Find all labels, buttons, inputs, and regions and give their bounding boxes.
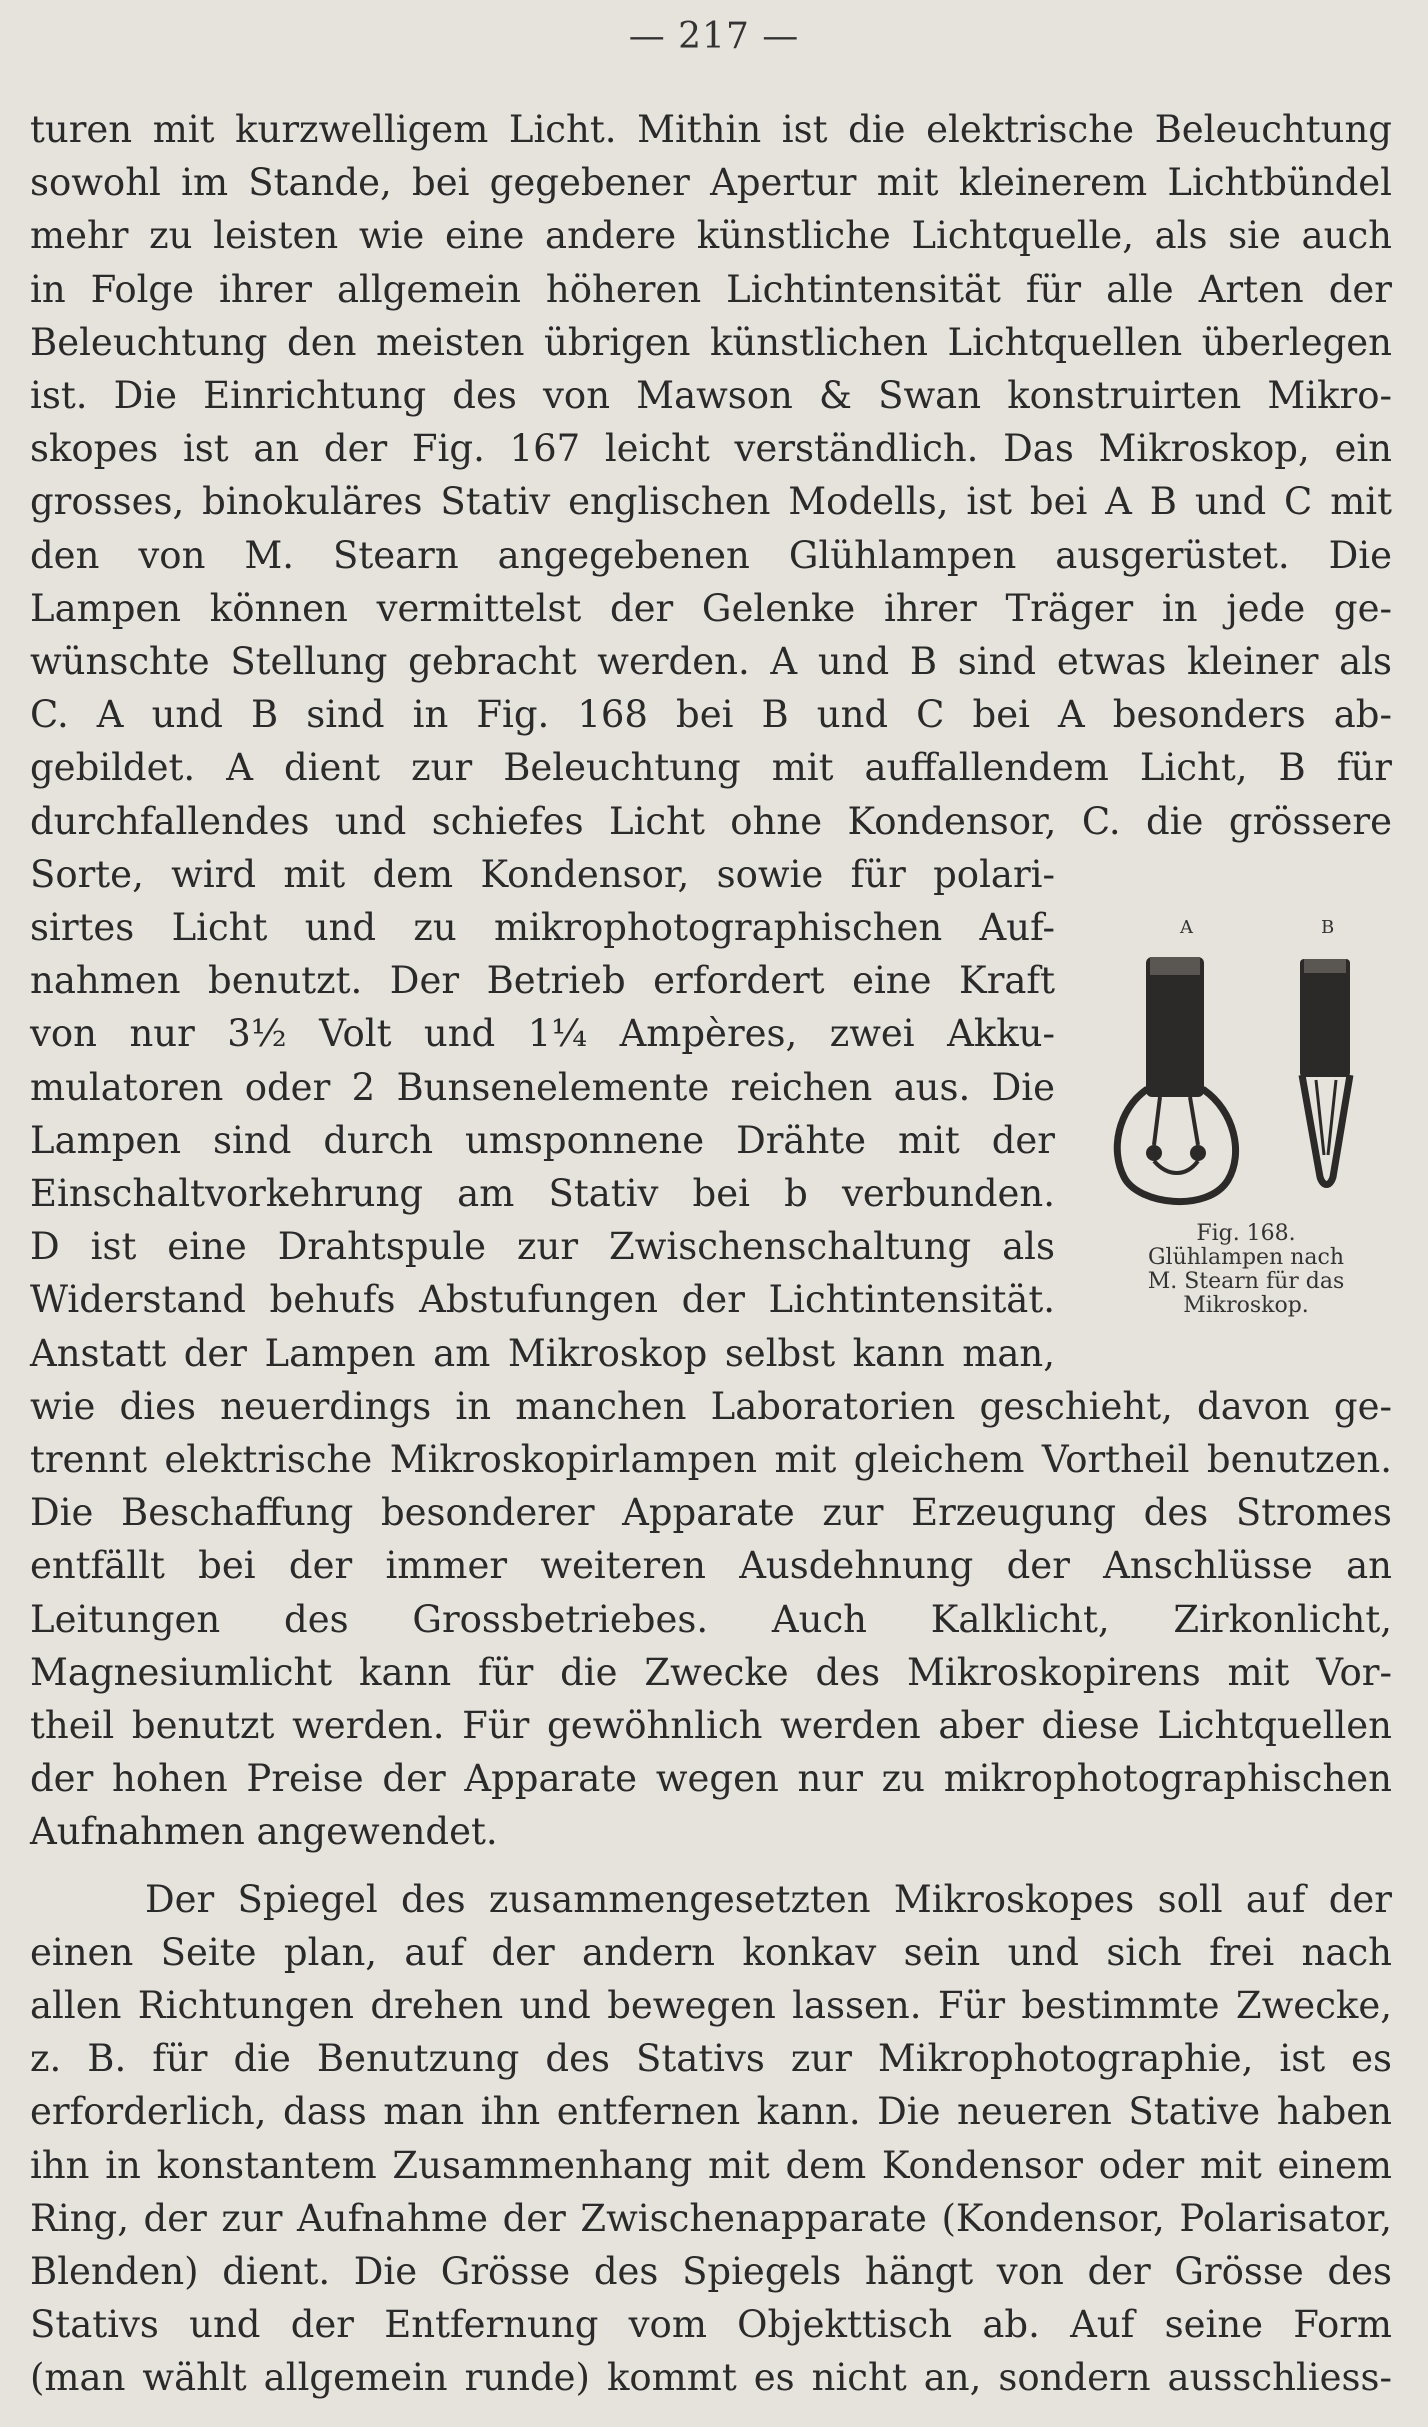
figure-label-b: B (1321, 917, 1335, 938)
lamp-a-drawing (1117, 957, 1235, 1202)
lamp-b-drawing (1300, 959, 1350, 1185)
caption-line: M. Stearn für das (1147, 1269, 1345, 1294)
text-line: ist. Die Einrichtung des von Mawson & Swan konstruirten Mikro- (30, 374, 1392, 417)
text-line: in Folge ihrer allgemein höheren Lichtintensität für alle Arten der (30, 267, 1392, 311)
text-line: durchfallendes und schiefes Licht ohne Kondensor, C. die grössere (30, 799, 1392, 843)
text-line: trennt elektrische Mikroskopirlampen mit gleichem Vortheil benutzen. (30, 1438, 1392, 1481)
text-line: theil benutzt werden. Für gewöhnlich werden aber diese Lichtquellen (30, 1704, 1392, 1747)
caption-line: Fig. 168. (1196, 1221, 1296, 1246)
text-line: den von M. Stearn angegebenen Glühlampen ausgerüstet. Die (30, 533, 1392, 577)
text-line: der hohen Preise der Apparate wegen nur zu mikrophotographischen (30, 1757, 1392, 1801)
text-line: Widerstand behufs Abstufungen der Lichtintensität. (30, 1278, 1055, 1322)
text-line: einen Seite plan, auf der andern konkav sein und sich frei nach (30, 1930, 1392, 1974)
page-number: — 217 — (628, 16, 800, 57)
text-line: wünschte Stellung gebracht werden. A und B sind etwas kleiner als (30, 640, 1392, 683)
text-line: z. B. für die Benutzung des Stativs zur Mikrophotographie, ist es (30, 2037, 1392, 2081)
text-line: Anstatt der Lampen am Mikroskop selbst kann man, (30, 1331, 1055, 1375)
text-line: Ring, der zur Aufnahme der Zwischenapparate (Kondensor, Polarisator, (30, 2196, 1392, 2240)
text-line: Lampen sind durch umsponnene Drähte mit der (30, 1118, 1055, 1162)
text-line: gebildet. A dient zur Beleuchtung mit auffallendem Licht, B für (30, 746, 1392, 790)
text-line: ihn in konstantem Zusammenhang mit dem Kondensor oder mit einem (30, 2143, 1392, 2187)
text-line: allen Richtungen drehen und bewegen lassen. Für bestimmte Zwecke, (30, 1984, 1392, 2027)
text-line: skopes ist an der Fig. 167 leicht verständlich. Das Mikroskop, ein (30, 427, 1392, 471)
text-line: entfällt bei der immer weiteren Ausdehnung der Anschlüsse an (30, 1544, 1392, 1588)
text-line: Einschaltvorkehrung am Stativ bei b verbunden. (30, 1172, 1055, 1215)
caption-line: Glühlampen nach (1147, 1245, 1344, 1270)
text-line: Stativs und der Entfernung vom Objekttisch ab. Auf seine Form (30, 2303, 1392, 2347)
text-line: mehr zu leisten wie eine andere künstliche Lichtquelle, als sie auch (30, 214, 1392, 258)
text-line: sowohl im Stande, bei gegebener Apertur mit kleinerem Lichtbündel (30, 161, 1392, 205)
text-line: Leitungen des Grossbetriebes. Auch Kalklicht, Zirkonlicht, (30, 1597, 1392, 1641)
text-line: wie dies neuerdings in manchen Laboratorien geschieht, davon ge- (30, 1384, 1392, 1428)
text-line: C. A und B sind in Fig. 168 bei B und C bei A besonders ab- (30, 693, 1392, 737)
text-line: Blenden) dient. Die Grösse des Spiegels hängt von der Grösse des (30, 2250, 1392, 2293)
text-line: Der Spiegel des zusammengesetzten Mikroskopes soll auf der (145, 1877, 1392, 1921)
text-line: Magnesiumlicht kann für die Zwecke des Mikroskopirens mit Vor- (30, 1650, 1392, 1694)
text-line: von nur 3½ Volt und 1¼ Ampères, zwei Akku- (30, 1012, 1055, 1056)
text-line: erforderlich, dass man ihn entfernen kann. Die neueren Stative haben (30, 2090, 1392, 2134)
lamp-illustration (1088, 915, 1408, 1235)
text-line: nahmen benutzt. Der Betrieb erfordert eine Kraft (30, 959, 1055, 1003)
text-line: grosses, binokuläres Stativ englischen Modells, ist bei A B und C mit (30, 480, 1392, 524)
text-line: Sorte, wird mit dem Kondensor, sowie für polari- (30, 852, 1055, 896)
text-line: Aufnahmen angewendet. (30, 1810, 498, 1854)
text-line: sirtes Licht und zu mikrophotographischen Auf- (30, 906, 1055, 949)
text-line: D ist eine Drahtspule zur Zwischenschaltung als (30, 1225, 1055, 1269)
text-line: Die Beschaffung besonderer Apparate zur Erzeugung des Stromes (30, 1491, 1392, 1535)
text-line: (man wählt allgemein runde) kommt es nicht an, sondern ausschliess- (30, 2356, 1392, 2400)
text-line: turen mit kurzwelligem Licht. Mithin ist die elektrische Beleuchtung (30, 108, 1392, 151)
text-line: Lampen können vermittelst der Gelenke ihrer Träger in jede ge- (30, 586, 1392, 630)
text-line: Beleuchtung den meisten übrigen künstlichen Lichtquellen überlegen (30, 320, 1392, 364)
figure-label-a: A (1180, 917, 1193, 938)
figure-caption (1096, 1222, 1396, 1318)
text-line: mulatoren oder 2 Bunsenelemente reichen aus. Die (30, 1065, 1055, 1109)
caption-line: Mikroskop. (1183, 1293, 1309, 1318)
